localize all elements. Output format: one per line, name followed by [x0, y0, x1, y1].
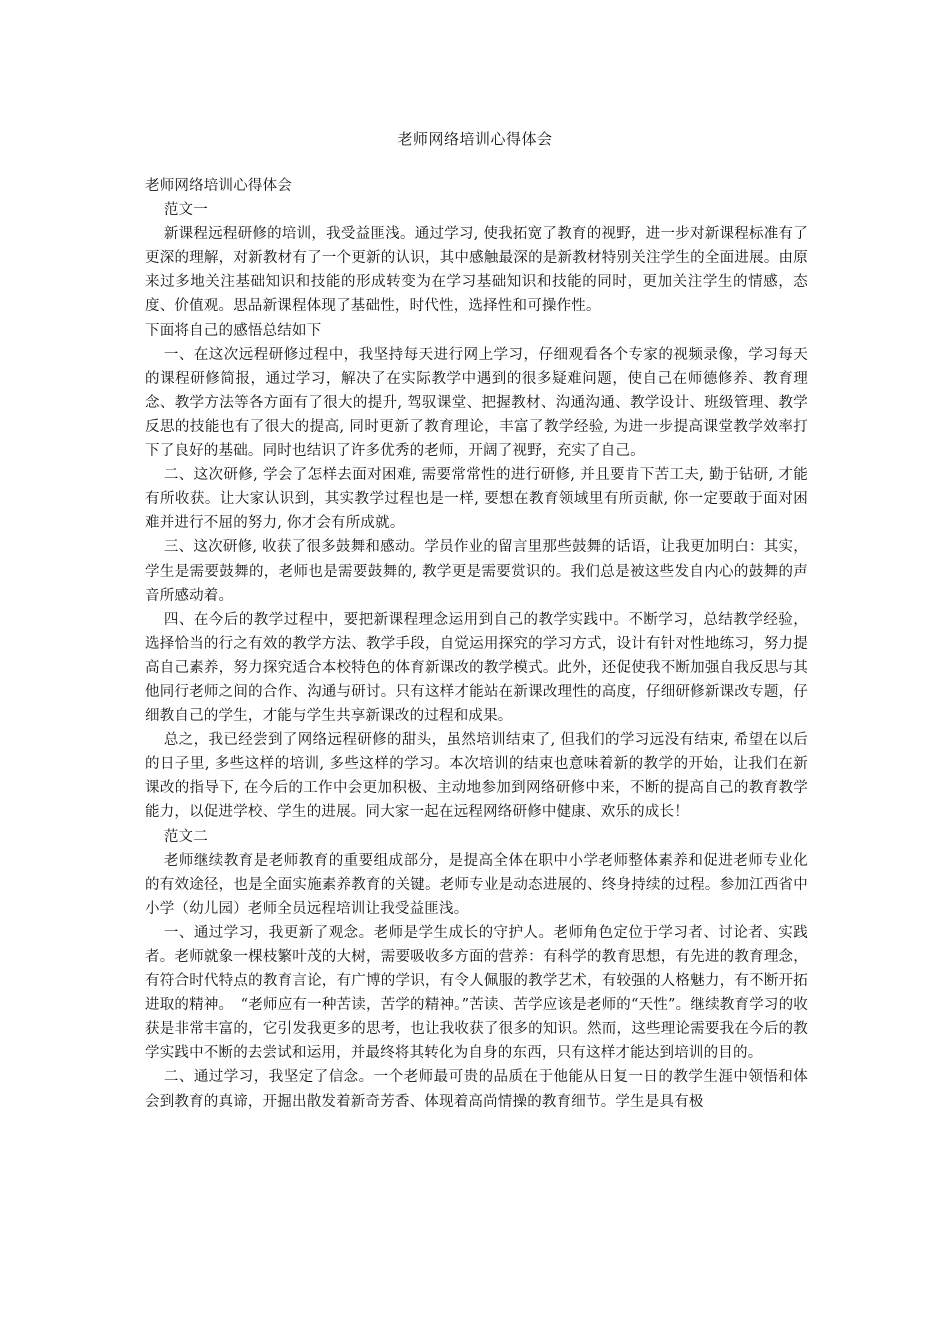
- paragraph: 新课程远程研修的培训，我受益匪浅。通过学习, 使我拓宽了教育的视野，进一步对新课程标准有了更深的理解，对新教材有了一个更新的认识，其中感触最深的是新教材特别关注学生的全面进展。由原来过多地关注基础知识和技能的形成转变为在学习基础知识和技能的同时，更加关注学生的情感，态度、价值观。思品新课程体现了基础性，时代性，选择性和可操作性。: [145, 226, 808, 315]
- paragraph: 一、在这次远程研修过程中，我坚持每天进行网上学习，仔细观看各个专家的视频录像，学习每天的课程研修简报，通过学习，解决了在实际教学中遇到的很多疑难问题，使自己在师德修养、教育理念、教学方法等各方面有了很大的提升, 驾驭课堂、把握教材、沟通沟通、教学设计、班级管理、教学反思的技能也有了很大的提高, 同时更新了教育理论，丰富了教学经验, 为进一步提高课堂教学效率打下了良好的基础。同时也结识了许多优秀的老师，开阔了视野，充实了自己。: [145, 346, 808, 460]
- paragraph: 三、这次研修, 收获了很多鼓舞和感动。学员作业的留言里那些鼓舞的话语，让我更加明白：其实，学生是需要鼓舞的，老师也是需要鼓舞的, 教学更是需要赏识的。我们总是被这些发自内心的鼓舞的声音所感动着。: [145, 539, 808, 604]
- document-title: 老师网络培训心得体会: [397, 130, 553, 148]
- paragraph: 一、通过学习，我更新了观念。老师是学生成长的守护人。老师角色定位于学习者、讨论者、实践者。老师就象一棵枝繁叶茂的大树，需要吸收多方面的营养：有科学的教育思想，有先进的教育理念，有符合时代特点的教育言论，有广博的学识，有令人佩服的教学艺术，有较强的人格魅力，有不断开拓进取的精神。 “老师应有一种苦读，苦学的精神。”苦读、苦学应该是老师的“天性”。继续教育学习的收获是非常丰富的，它引发我更多的思考，也让我收获了很多的知识。然而，这些理论需要我在今后的教学实践中不断的去尝试和运用，并最终将其转化为自身的东西，只有这样才能达到培训的目的。: [145, 924, 808, 1062]
- paragraph: 二、这次研修, 学会了怎样去面对困难, 需要常常性的进行研修, 并且要肯下苦工夫, 勤于钻研, 才能有所收获。让大家认识到，其实教学过程也是一样, 要想在教育领域里有所贡献, 你一定要敢于面对困难并进行不屈的努力, 你才会有所成就。: [145, 467, 808, 532]
- paragraph: 下面将自己的感悟总结如下: [145, 322, 322, 339]
- paragraph: 四、在今后的教学过程中，要把新课程理念运用到自己的教学实践中。不断学习，总结教学经验，选择恰当的行之有效的教学方法、教学手段，自觉运用探究的学习方式，设计有针对性地练习，努力提高自己素养，努力探究适合本校特色的体育新课改的教学模式。此外，还促使我不断加强自我反思与其他同行老师之间的合作、沟通与研讨。只有这样才能站在新课改理性的高度，仔细研修新课改专题，仔细教自己的学生，才能与学生共享新课改的过程和成果。: [145, 611, 808, 725]
- paragraph: 二、通过学习，我坚定了信念。一个老师最可贵的品质在于他能从日复一日的教学生涯中领悟和体会到教育的真谛，开掘出散发着新奇芳香、体现着高尚情操的教育细节。学生是具有极: [145, 1069, 808, 1110]
- document-body: [145, 174, 808, 1114]
- section-heading: 范文一: [163, 202, 208, 219]
- document-subtitle: 老师网络培训心得体会: [145, 178, 292, 194]
- paragraph: 总之，我已经尝到了网络远程研修的甜头，虽然培训结束了, 但我们的学习远没有结束, 希望在以后的日子里, 多些这样的培训, 多些这样的学习。本次培训的结束也意味着新的教学的开始，让我们在新课改的指导下, 在今后的工作中会更加积极、主动地参加到网络研修中来，不断的提高自己的教育教学能力，以促进学校、学生的进展。同大家一起在远程网络研修中健康、欢乐的成长！: [145, 732, 808, 821]
- paragraph: 老师继续教育是老师教育的重要组成部分，是提高全体在职中小学老师整体素养和促进老师专业化的有效途径，也是全面实施素养教育的关键。老师专业是动态进展的、终身持续的过程。参加江西省中小学（幼儿园）老师全员远程培训让我受益匪浅。: [145, 852, 808, 917]
- section-heading: 范文二: [163, 828, 208, 845]
